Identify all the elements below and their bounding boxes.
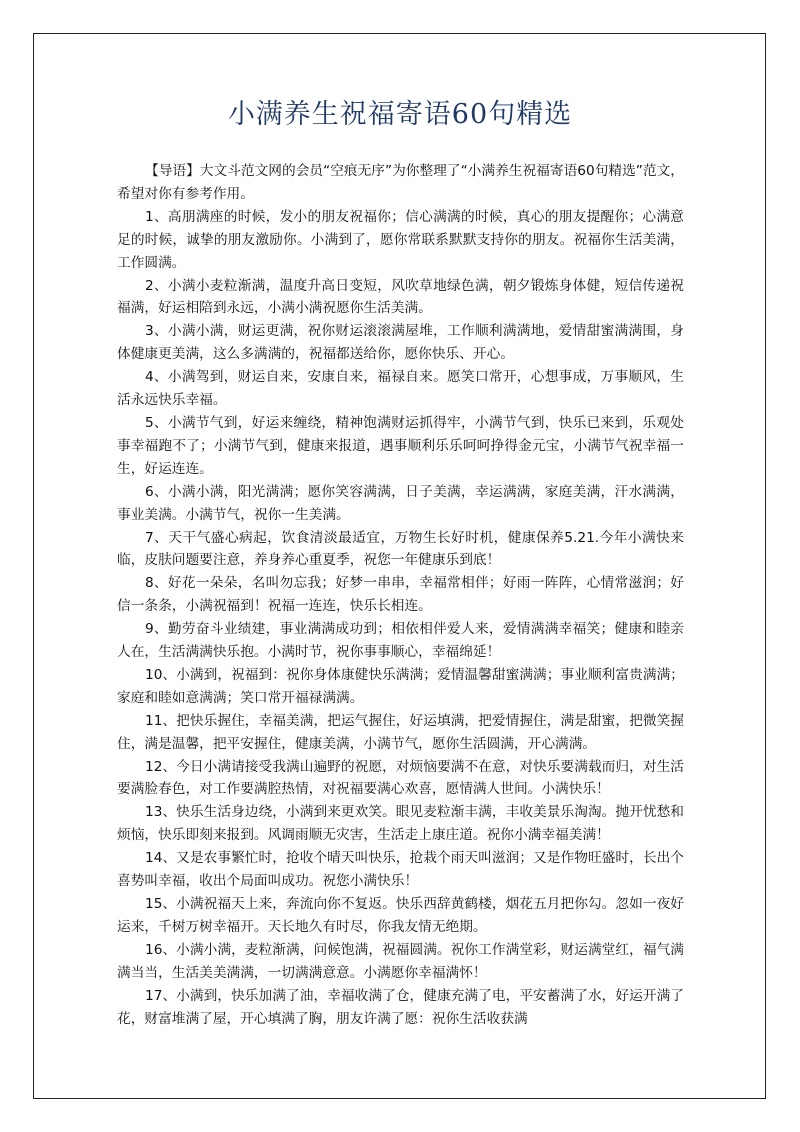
paragraph-1: 1、高朋满座的时候，发小的朋友祝福你；信心满满的时候，真心的朋友提醒你；心满意足的时候，诚挚的朋友激励你。小满到了，愿你常联系默默支持你的朋友。祝福你生活美满，工作圆满。 xyxy=(117,208,684,271)
document-body xyxy=(117,160,684,1030)
paragraph-16: 16、小满小满，麦粒渐满，问候饱满，祝福圆满。祝你工作满堂彩，财运满堂红，福气满满当当，生活美美满满，一切满满意意。小满愿你幸福满怀！ xyxy=(117,941,684,981)
paragraph-17: 17、小满到，快乐加满了油，幸福收满了仓，健康充满了电，平安蓄满了水，好运开满了花，财富堆满了屋，开心填满了胸，朋友许满了愿：祝你生活收获满 xyxy=(117,987,684,1027)
paragraph-12: 12、今日小满请接受我满山遍野的祝愿，对烦恼要满不在意，对快乐要满载而归，对生活要满脸春色，对工作要满腔热情，对祝福要满心欢喜，愿情满人世间。小满快乐！ xyxy=(117,758,684,798)
paragraph-15: 15、小满祝福天上来，奔流向你不复返。快乐西辞黄鹤楼，烟花五月把你勾。忽如一夜好运来，千树万树幸福开。天长地久有时尽，你我友情无绝期。 xyxy=(117,896,684,935)
paragraph-7: 7、天干气盛心病起，饮食清淡最适宜，万物生长好时机，健康保养5.21.今年小满快来临，皮肤问题要注意，养身养心重夏季，祝您一年健康乐到底！ xyxy=(117,529,684,569)
paragraph-2: 2、小满小麦粒渐满，温度升高日变短，风吹草地绿色满，朝夕锻炼身体健，短信传递祝福满，好运相陪到永远，小满小满祝愿你生活美满。 xyxy=(117,277,684,317)
paragraph-14: 14、又是农事繁忙时，抢收个晴天叫快乐，抢栽个雨天叫滋润；又是作物旺盛时，长出个喜势叫幸福，收出个局面叫成功。祝您小满快乐！ xyxy=(117,850,684,890)
paragraph-11: 11、把快乐握住，幸福美满，把运气握住，好运填满，把爱情握住，满是甜蜜，把微笑握住，满是温馨，把平安握住，健康美满，小满节气，愿你生活圆满，开心满满。 xyxy=(117,712,684,752)
paragraph-9: 9、勤劳奋斗业绩建，事业满满成功到；相依相伴爱人来，爱情满满幸福笑；健康和睦亲人在，生活满满快乐抱。小满时节，祝你事事顺心，幸福绵延！ xyxy=(117,621,684,661)
paragraph-3: 3、小满小满，财运更满，祝你财运滚滚满屋堆，工作顺利满满地，爱情甜蜜满满围，身体健康更美满，这么多满满的，祝福都送给你，愿你快乐、开心。 xyxy=(117,323,684,363)
paragraph-10: 10、小满到，祝福到：祝你身体康健快乐满满；爱情温馨甜蜜满满；事业顺利富贵满满；家庭和睦如意满满；笑口常开福禄满满。 xyxy=(117,666,684,706)
paragraph-5: 5、小满节气到，好运来缠绕，精神饱满财运抓得牢，小满节气到，快乐已来到，乐观处事幸福跑不了；小满节气到，健康来报道，遇事顺利乐乐呵呵挣得金元宝，小满节气祝幸福一生，好运连连。 xyxy=(117,414,684,477)
paragraph-13: 13、快乐生活身边绕，小满到来更欢笑。眼见麦粒渐丰满，丰收美景乐淘淘。抛开忧愁和烦恼，快乐即刻来报到。风调雨顺无灾害，生活走上康庄道。祝你小满幸福美满！ xyxy=(117,804,684,844)
document-title: 小满养生祝福寄语60句精选 xyxy=(227,99,573,130)
paragraph-6: 6、小满小满，阳光满满；愿你笑容满满，日子美满，幸运满满，家庭美满，汗水满满，事业美满。小满节气，祝你一生美满。 xyxy=(117,483,684,523)
paragraph-8: 8、好花一朵朵，名叫勿忘我；好梦一串串，幸福常相伴；好雨一阵阵，心情常滋润；好信一条条，小满祝福到！祝福一连连，快乐长相连。 xyxy=(117,575,684,615)
paragraph-4: 4、小满驾到，财运自来，安康自来，福禄自来。愿笑口常开，心想事成，万事顺风，生活永远快乐幸福。 xyxy=(117,369,684,409)
intro-paragraph: 【导语】大文斗范文网的会员“空痕无序”为你整理了“小满养生祝福寄语60句精选”范文，希望对你有参考作用。 xyxy=(117,163,684,202)
